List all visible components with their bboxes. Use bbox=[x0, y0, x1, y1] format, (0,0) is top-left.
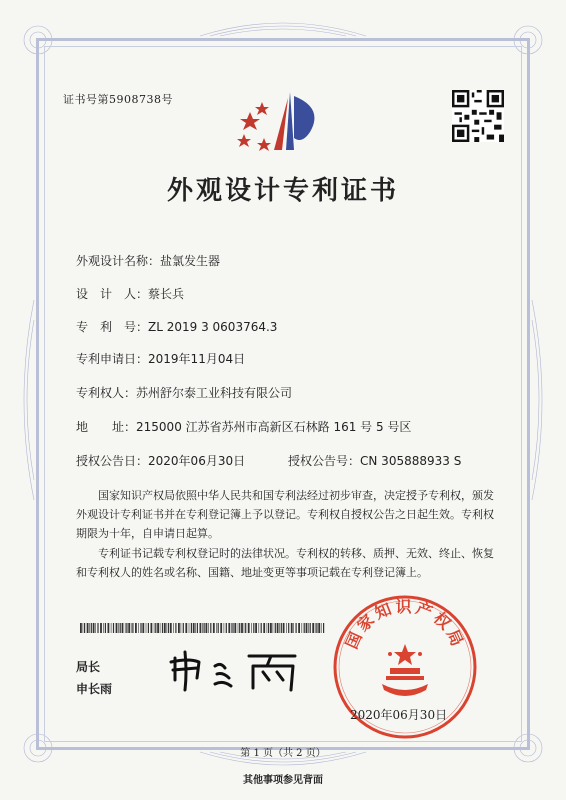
patentee-field bbox=[76, 384, 292, 401]
patent-number-value: ZL 2019 3 0603764.3 bbox=[148, 320, 278, 334]
seal-date: 2020年06月30日 bbox=[350, 708, 448, 722]
grant-date-value: 2020年06月30日 bbox=[148, 454, 246, 468]
patentee-label: 专利权人： bbox=[76, 386, 137, 400]
patentee-value: 苏州舒尔泰工业科技有限公司 bbox=[136, 386, 293, 400]
cnipa-logo-icon bbox=[232, 88, 330, 164]
director-name: 申长雨 bbox=[76, 682, 113, 696]
designer-field bbox=[76, 285, 184, 302]
grant-number-value: CN 305888933 S bbox=[360, 454, 462, 468]
patent-number-field bbox=[76, 318, 277, 335]
national-emblem-icon bbox=[382, 644, 428, 696]
certificate-title: 外观设计专利证书 bbox=[166, 176, 399, 206]
body-paragraph-1: 国家知识产权局依照中华人民共和国专利法经过初步审查，决定授予专利权，颁发外观设计专利证书并在专利登记簿上予以登记。专利权自授权公告之日起生效。专利权期限为十年，自申请日起算。 bbox=[76, 489, 494, 540]
patent-number-label: 专 利 号： bbox=[76, 320, 149, 334]
grant-date-field bbox=[76, 452, 245, 469]
address-field bbox=[76, 418, 411, 435]
address-value: 215000 江苏省苏州市高新区石林路 161 号 5 号区 bbox=[136, 420, 412, 434]
qr-code-icon bbox=[452, 90, 504, 142]
filing-date-label: 专利申请日： bbox=[76, 352, 149, 366]
design-name-field bbox=[76, 252, 220, 269]
grant-number-field bbox=[288, 452, 461, 469]
filing-date-value: 2019年11月04日 bbox=[148, 352, 246, 366]
design-name-label: 外观设计名称： bbox=[76, 254, 161, 268]
barcode-icon bbox=[80, 623, 325, 633]
footer-note: 其他事项参见背面 bbox=[243, 775, 323, 786]
filing-date-field bbox=[76, 350, 245, 367]
designer-value: 蔡长兵 bbox=[148, 287, 185, 301]
body-paragraph-2: 专利证书记载专利权登记时的法律状况。专利权的转移、质押、无效、终止、恢复和专利权人的姓名或名称、国籍、地址变更等事项记载在专利登记簿上。 bbox=[76, 547, 494, 579]
address-label: 地 址： bbox=[76, 420, 137, 434]
design-name-value: 盐氯发生器 bbox=[160, 254, 221, 268]
grant-date-label: 授权公告日： bbox=[76, 454, 149, 468]
svg-text:国家知识产权局 bbox=[342, 598, 467, 652]
certificate-number: 证书号第5908738号 bbox=[63, 93, 173, 106]
director-signature bbox=[165, 648, 315, 693]
designer-label: 设 计 人： bbox=[76, 287, 149, 301]
director-title: 局长 bbox=[76, 660, 101, 674]
grant-number-label: 授权公告号： bbox=[288, 454, 361, 468]
page-number: 第 1 页（共 2 页） bbox=[240, 748, 326, 759]
seal-text: 国家知识产权局 bbox=[343, 599, 467, 652]
